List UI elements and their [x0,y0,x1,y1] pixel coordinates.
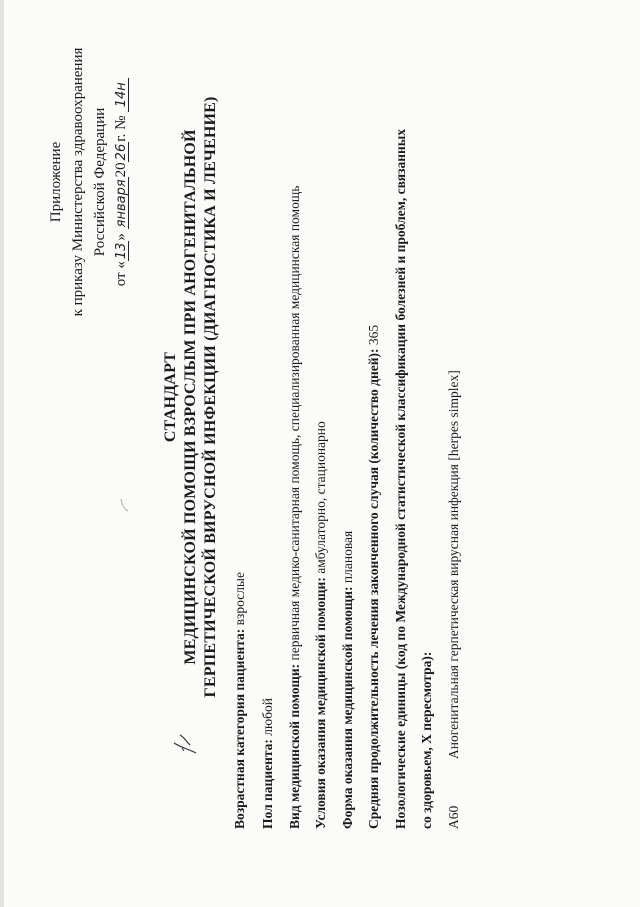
conditions-label: Условия оказания медицинской помощи: [313,577,328,829]
faint-mark [120,498,130,512]
date-year-prefix: 20 [113,162,129,178]
date-day: 13 [114,242,129,260]
care-form [340,531,356,829]
sex-value: любой [260,698,275,740]
nosology-line-2: со здоровьем, X пересмотра): [419,651,434,829]
diagnosis-name: Аногенитальная герпетическая вирусная инфекция [herpes simplex] [446,370,461,759]
duration-value: 365 [366,324,381,349]
care-type [287,186,303,829]
diagnosis-code: A60 [446,805,461,829]
sex-label: Пол пациента: [260,739,275,829]
form-label: Форма оказания медицинской помощи: [340,586,355,829]
treatment-duration [366,325,382,829]
standard-title-line-2: ГЕРПЕТИЧЕСКОЙ ВИРУСНОЙ ИНФЕКЦИИ (ДИАГНОСТИКА И ЛЕЧЕНИЕ) [202,96,219,698]
form-value: плановая [340,530,355,587]
date-month: января [114,179,129,228]
order-number: 14н [115,78,129,112]
number-prefix: г. № [113,115,129,142]
standard-title-line-1: МЕДИЦИНСКОЙ ПОМОЩИ ВЗРОСЛЫМ ПРИ АНОГЕНИТАЛЬНОЙ [182,129,199,665]
age-label: Возрастная категория пациента: [232,628,247,829]
appendix-line-2: Российской Федерации [92,107,108,257]
care-conditions [313,421,329,829]
care-type-label: Вид медицинской помощи: [287,663,302,829]
conditions-value: амбулаторно, стационарно [313,421,328,578]
date-prefix: от « [113,261,129,287]
appendix-date-line [113,12,130,352]
date-year: 26 [114,143,129,161]
duration-label: Средняя продолжительность лечения законченного случая (количество дней): [366,348,381,829]
care-type-value: первичная медико-санитарная помощь, специализированная медицинская помощь [287,185,302,664]
nosology-line-1: Нозологические единицы (код по Международной статистической классификации болезней и проблем, связанных [393,128,408,829]
age-value: взрослые [232,572,247,629]
pen-mark [170,731,200,757]
appendix-title: Приложение [48,141,64,223]
patient-sex [260,698,276,829]
age-category [232,572,248,829]
standard-heading: СТАНДАРТ [162,351,179,443]
appendix-line-1: к приказу Министерства здравоохранения [70,47,86,317]
date-mid: » [113,233,129,241]
